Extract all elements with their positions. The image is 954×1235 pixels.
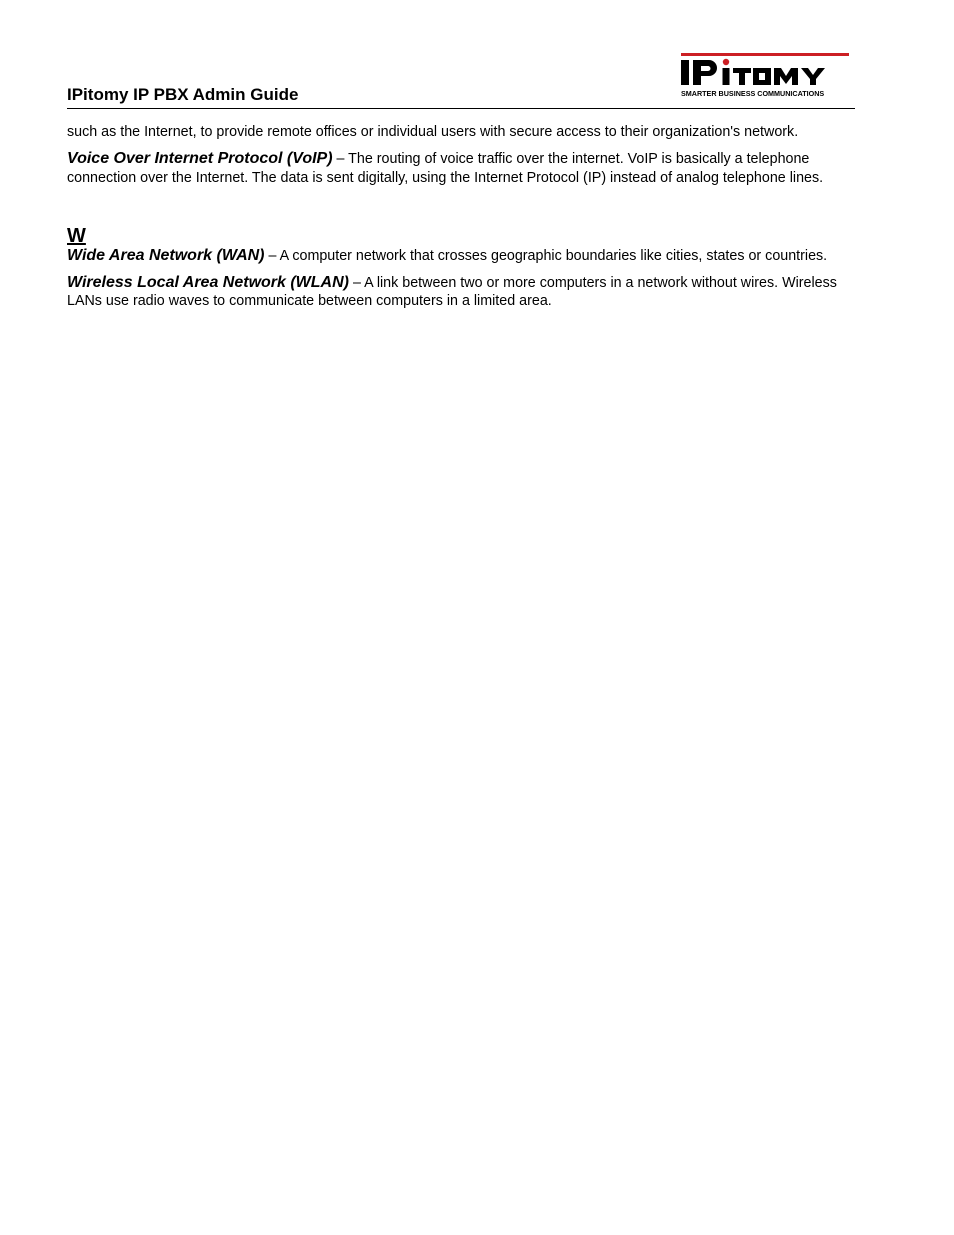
document-title: IPitomy IP PBX Admin Guide bbox=[67, 85, 299, 104]
document-body bbox=[67, 123, 857, 311]
glossary-definition: – The routing of voice traffic over the internet. VoIP is basically a telephone connection over the Internet. The data is sent digitally, using the Internet Protocol (IP) instead of analog telephone lines. bbox=[67, 151, 824, 186]
ipitomy-logo bbox=[679, 51, 851, 99]
ipitomy-logo-graphic bbox=[679, 51, 851, 99]
continuation-paragraph: such as the Internet, to provide remote offices or individual users with secure access to their organization's network. bbox=[67, 124, 799, 140]
glossary-term: Voice Over Internet Protocol (VoIP) bbox=[67, 150, 333, 168]
glossary-entry-wan bbox=[67, 247, 857, 265]
glossary-entry-wlan bbox=[67, 274, 857, 311]
glossary-entry-voip bbox=[67, 150, 857, 187]
section-heading-w: W bbox=[67, 224, 86, 247]
glossary-term: Wireless Local Area Network (WLAN) bbox=[67, 274, 349, 292]
glossary-term: Wide Area Network (WAN) bbox=[67, 246, 265, 264]
logo-tagline: SMARTER BUSINESS COMMUNICATIONS bbox=[681, 89, 825, 98]
page-header bbox=[67, 48, 855, 109]
glossary-definition: – A computer network that crosses geographic boundaries like cities, states or countries. bbox=[264, 247, 828, 264]
glossary-definition: – A link between two or more computers in a network without wires. Wireless LANs use radio waves to communicate between computers in a limited area. bbox=[67, 275, 837, 310]
